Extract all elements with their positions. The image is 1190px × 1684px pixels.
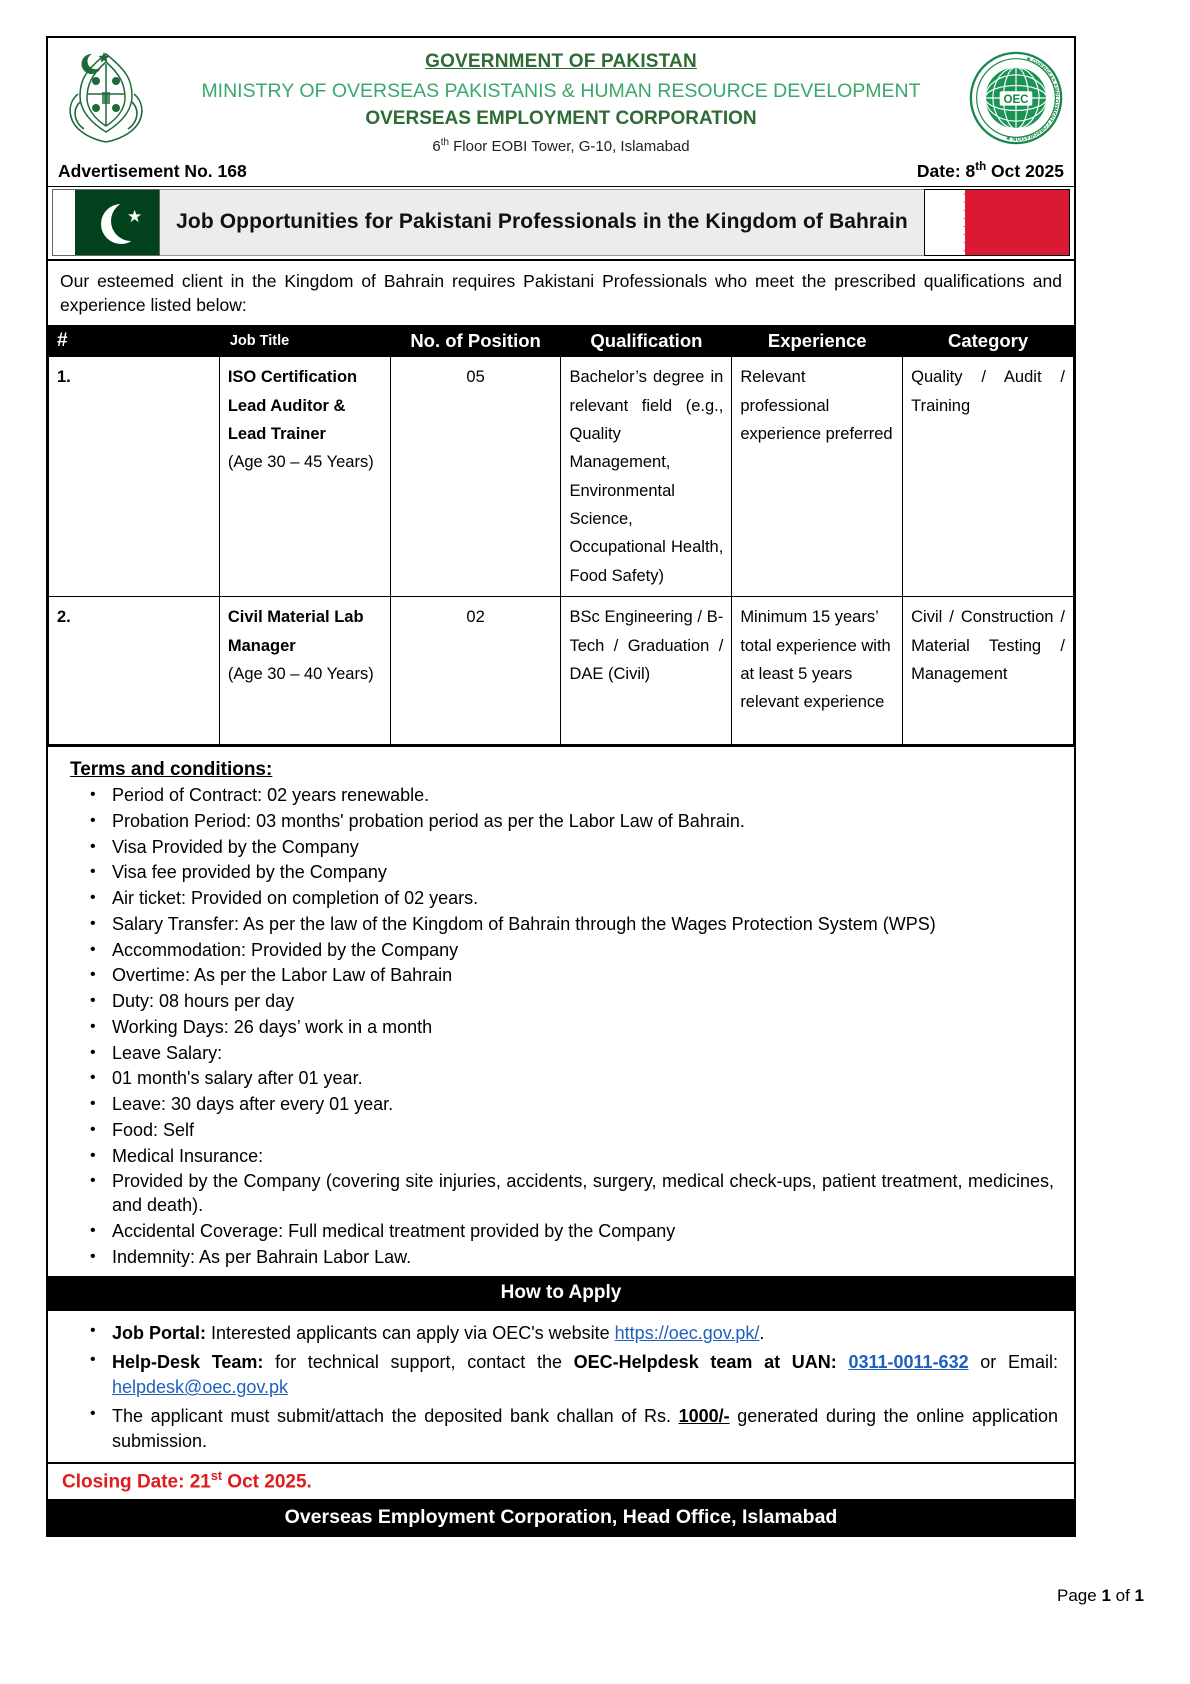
row-experience: Minimum 15 years’ total experience with at least 5 years relevant experience bbox=[732, 597, 903, 745]
table-row bbox=[49, 597, 1074, 745]
pakistan-flag-icon: ★ bbox=[52, 189, 160, 256]
helpdesk-label: Help-Desk Team: bbox=[112, 1352, 264, 1373]
intro-paragraph: Our esteemed client in the Kingdom of Bahrain requires Pakistani Professionals who meet the prescribed qualifications and experience listed below: bbox=[60, 270, 1062, 316]
job-age-text: (Age 30 – 45 Years) bbox=[227, 453, 374, 472]
column-header-number: # bbox=[49, 326, 220, 357]
list-item: • Indemnity: As per Bahrain Labor Law. bbox=[112, 1245, 1058, 1271]
list-item: • Overtime: As per the Labor Law of Bahrain bbox=[112, 963, 1058, 989]
column-header-category: Category bbox=[903, 326, 1074, 357]
corporation-line: OVERSEAS EMPLOYMENT CORPORATION bbox=[365, 108, 757, 130]
column-header-job-title: Job Title bbox=[219, 326, 390, 357]
column-header-experience: Experience bbox=[732, 326, 903, 357]
page-number: Page 1 of 1 bbox=[1057, 1586, 1144, 1605]
challan-amount: 1000/- bbox=[678, 1405, 730, 1426]
closing-date: Closing Date: 21st Oct 2025. bbox=[48, 1464, 1074, 1501]
helpdesk-phone-link[interactable]: 0311-0011-632 bbox=[848, 1352, 969, 1373]
row-experience: Relevant professional experience preferred bbox=[732, 357, 903, 597]
helpdesk-text-1: for technical support, contact the bbox=[263, 1352, 574, 1373]
terms-list bbox=[58, 783, 1064, 1270]
challan-text-1: The applicant must submit/attach the deposited bank challan of Rs. bbox=[112, 1405, 679, 1426]
list-item: • Period of Contract: 02 years renewable. bbox=[112, 783, 1058, 809]
list-item: • Medical Insurance: bbox=[112, 1144, 1058, 1170]
list-item: • Probation Period: 03 months' probation period as per the Labor Law of Bahrain. bbox=[112, 809, 1058, 835]
job-portal-tail: . bbox=[759, 1323, 765, 1344]
row-number: 2. bbox=[49, 597, 220, 745]
job-title-text: Civil Material Lab Manager bbox=[227, 608, 364, 655]
list-item: • Leave: 30 days after every 01 year. bbox=[112, 1092, 1058, 1118]
header-titles bbox=[160, 44, 962, 157]
list-item: • Visa Provided by the Company bbox=[112, 835, 1058, 861]
job-age-text: (Age 30 – 40 Years) bbox=[227, 664, 374, 683]
challan-text-2: generated during the online application submission. bbox=[112, 1405, 1058, 1451]
address-line: 6th Floor EOBI Tower, G-10, Islamabad bbox=[432, 136, 690, 155]
ministry-line: MINISTRY OF OVERSEAS PAKISTANIS & HUMAN RESOURCE DEVELOPMENT bbox=[201, 79, 921, 102]
jobs-table-header-row bbox=[49, 326, 1074, 357]
helpdesk-email-link[interactable]: helpdesk@oec.gov.pk bbox=[112, 1377, 289, 1398]
job-title-text: ISO Certification Lead Auditor & Lead Trainer bbox=[227, 368, 358, 443]
row-positions: 02 bbox=[390, 597, 561, 745]
row-job-title bbox=[219, 357, 390, 597]
how-to-apply-section bbox=[48, 1311, 1074, 1463]
bahrain-flag-icon bbox=[924, 189, 1070, 256]
list-item-job-portal bbox=[112, 1319, 1058, 1348]
apply-list bbox=[58, 1319, 1064, 1455]
list-item: • Salary Transfer: As per the law of the Kingdom of Bahrain through the Wages Protection System (WPS) bbox=[112, 912, 1058, 938]
terms-and-conditions-section bbox=[48, 745, 1074, 1278]
list-item: • Duty: 08 hours per day bbox=[112, 989, 1058, 1015]
list-item: • Leave Salary: bbox=[112, 1041, 1058, 1067]
column-header-positions: No. of Position bbox=[390, 326, 561, 357]
row-job-title bbox=[219, 597, 390, 745]
table-row bbox=[49, 357, 1074, 597]
pakistan-state-emblem-icon bbox=[52, 44, 160, 146]
terms-title: Terms and conditions: bbox=[70, 759, 273, 781]
helpdesk-text-2: or Email: bbox=[968, 1352, 1058, 1373]
row-qualification: Bachelor’s degree in relevant field (e.g., Quality Management, Environmental Science, Occupational Health, Food Safety) bbox=[561, 357, 732, 597]
how-to-apply-bar: How to Apply bbox=[48, 1278, 1074, 1311]
row-category: Quality / Audit / Training bbox=[903, 357, 1074, 597]
svg-text:OEC: OEC bbox=[1003, 93, 1029, 106]
list-item: • Working Days: 26 days’ work in a month bbox=[112, 1015, 1058, 1041]
list-item: • Visa fee provided by the Company bbox=[112, 860, 1058, 886]
list-item-bank-challan bbox=[112, 1402, 1058, 1456]
oec-seal-logo-icon bbox=[962, 44, 1070, 146]
row-category: Civil / Construction / Material Testing / Management bbox=[903, 597, 1074, 745]
government-line: GOVERNMENT OF PAKISTAN bbox=[425, 51, 697, 72]
helpdesk-bold-text: OEC-Helpdesk team at UAN: bbox=[573, 1352, 837, 1373]
row-positions: 05 bbox=[390, 357, 561, 597]
list-item: • Accommodation: Provided by the Company bbox=[112, 938, 1058, 964]
advertisement-date: Date: 8th Oct 2025 bbox=[916, 160, 1064, 181]
job-portal-label: Job Portal: bbox=[112, 1323, 207, 1344]
list-item: • 01 month's salary after 01 year. bbox=[112, 1066, 1058, 1092]
job-portal-text: Interested applicants can apply via OEC's website bbox=[206, 1323, 615, 1344]
banner-title: Job Opportunities for Pakistani Professionals in the Kingdom of Bahrain bbox=[160, 189, 924, 256]
list-item: • Food: Self bbox=[112, 1118, 1058, 1144]
column-header-qualification: Qualification bbox=[561, 326, 732, 357]
list-item: • Provided by the Company (covering site injuries, accidents, surgery, medical check-ups, patient treatment, medicines, and death). bbox=[112, 1169, 1058, 1219]
oec-website-link[interactable]: https://oec.gov.pk/ bbox=[614, 1323, 760, 1344]
jobs-table bbox=[48, 325, 1074, 745]
row-qualification: BSc Engineering / B-Tech / Graduation / DAE (Civil) bbox=[561, 597, 732, 745]
svg-text:★ OVERSEAS EMPLOYMENT CORPORAT: ★ OVERSEAS EMPLOYMENT CORPORATION ★ bbox=[1005, 55, 1060, 142]
title-banner bbox=[48, 187, 1074, 261]
list-item: • Accidental Coverage: Full medical treatment provided by the Company bbox=[112, 1219, 1058, 1245]
list-item-helpdesk bbox=[112, 1348, 1058, 1402]
advertisement-frame bbox=[46, 36, 1076, 1537]
row-number: 1. bbox=[49, 357, 220, 597]
list-item: • Air ticket: Provided on completion of 02 years. bbox=[112, 886, 1058, 912]
document-header bbox=[48, 38, 1074, 159]
office-footer-bar: Overseas Employment Corporation, Head Office, Islamabad bbox=[48, 1501, 1074, 1535]
advertisement-number: Advertisement No. 168 bbox=[58, 160, 247, 181]
advertisement-meta-row bbox=[48, 159, 1074, 187]
